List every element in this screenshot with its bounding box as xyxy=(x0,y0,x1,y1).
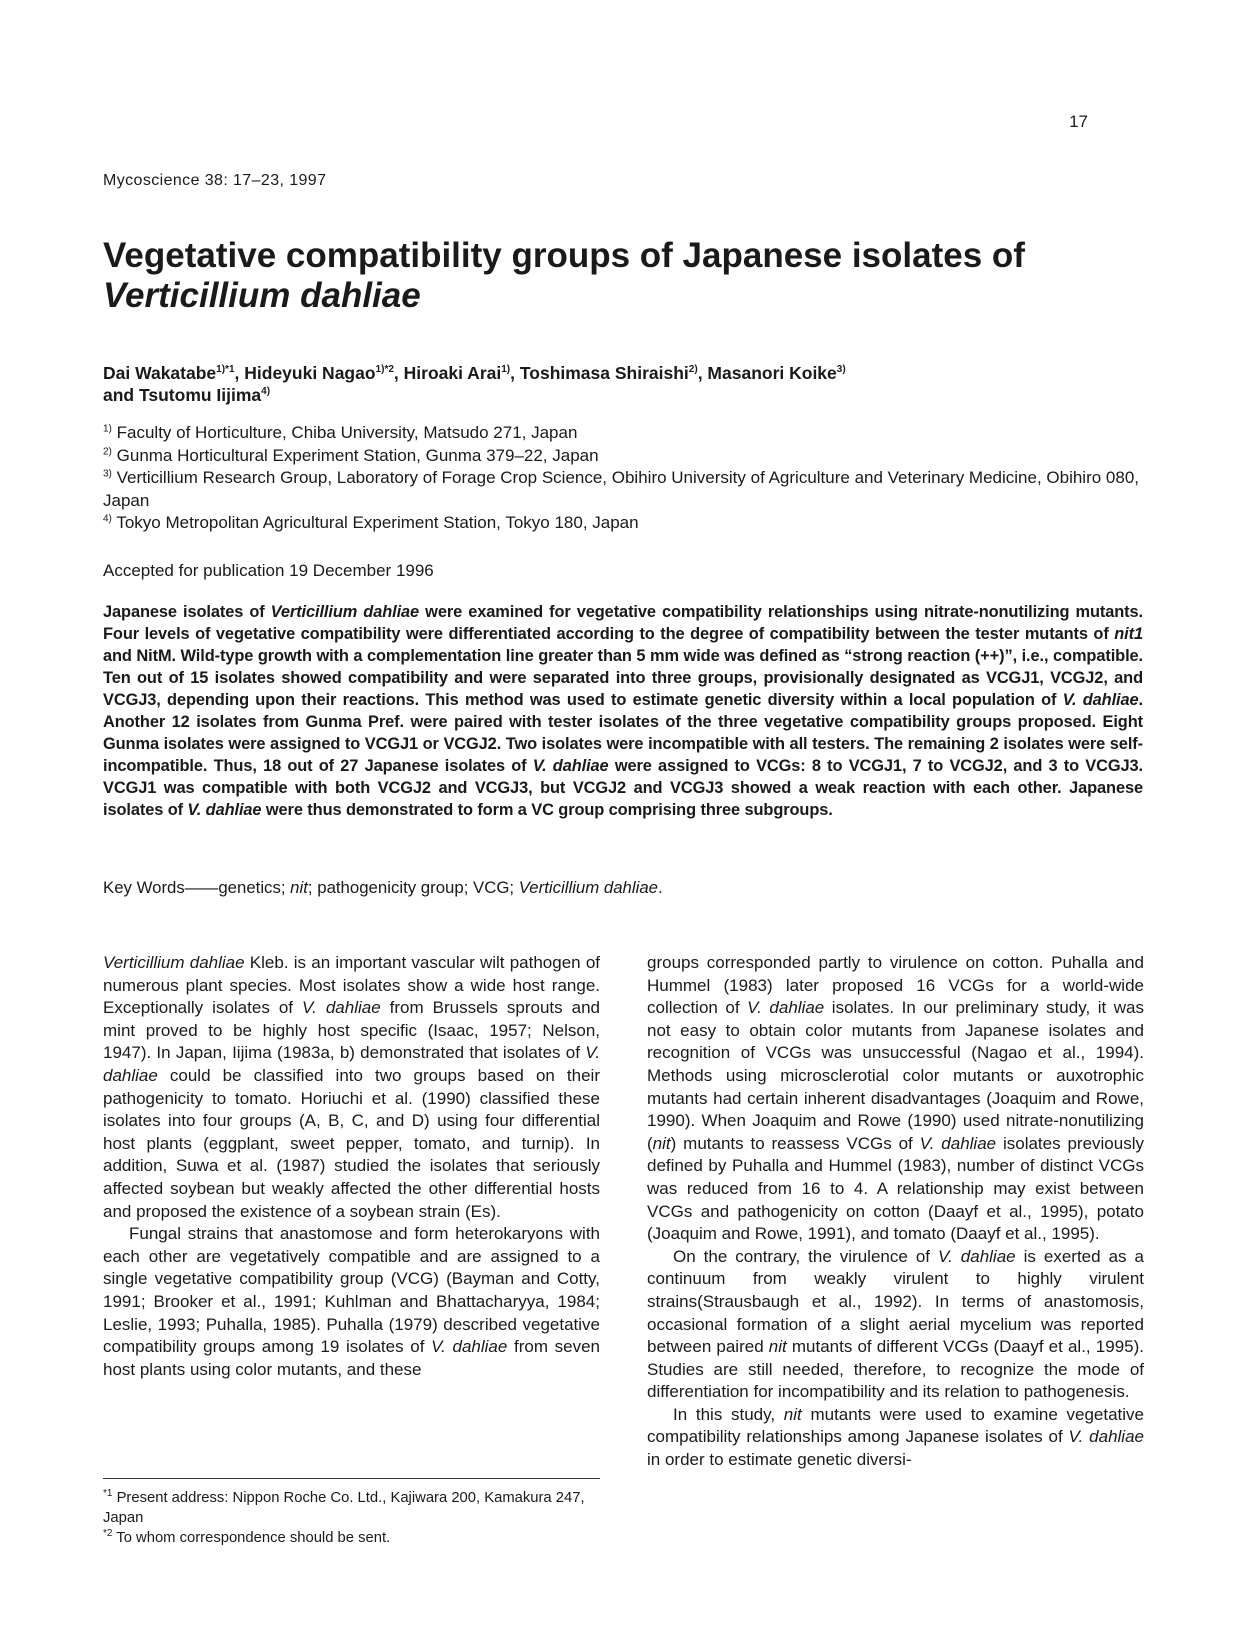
abstract-species: V. dahliae xyxy=(532,757,609,775)
gene-name: nit xyxy=(768,1337,787,1357)
affiliation-text: Faculty of Horticulture, Chiba University, Matsudo 271, Japan xyxy=(116,423,578,442)
species-name: V. dahliae xyxy=(431,1337,508,1357)
author-mark: 4) xyxy=(261,386,271,398)
body-text: mutants of different VCGs (Daayf et al., 1995). Studies are still needed, therefore, to recognize the mode of differentiation for incompatibility and its relation to pathogenesis. xyxy=(647,1337,1144,1402)
footnote xyxy=(103,1488,600,1528)
author-name: Masanori Koike xyxy=(707,363,837,383)
species-name: V. dahliae xyxy=(938,1246,1016,1266)
keyword-text: genetics; xyxy=(218,878,291,897)
abstract xyxy=(103,601,1143,821)
keyword-text: nit xyxy=(290,878,308,897)
affiliation-mark: 2) xyxy=(103,445,112,457)
journal-reference: Mycoscience 38: 17–23, 1997 xyxy=(103,172,327,189)
affiliation xyxy=(103,512,1143,535)
body-text: Kleb. is an important vascular wilt pathogen of numerous plant species. Most isolates show a wide host range. Exceptionally isolates of xyxy=(103,953,600,1018)
author-separator: , xyxy=(510,363,520,383)
affiliation-text: Verticillium Research Group, Laboratory of Forage Crop Science, Obihiro University of Agriculture and Veterinary Medicine, Obihiro 080, Japan xyxy=(103,468,1140,510)
footnote-mark: *1 xyxy=(103,1488,113,1500)
key-words xyxy=(103,878,663,898)
author-separator: , xyxy=(697,363,708,383)
affiliation xyxy=(103,422,1143,445)
abstract-species: Verticillium dahliae xyxy=(270,603,420,621)
body-paragraph xyxy=(103,952,600,1223)
footnote-mark: *2 xyxy=(103,1528,113,1540)
abstract-text: and NitM. Wild-type growth with a complementation line greater than 5 mm wide was defined as “strong reaction (++)”, i.e., compatible. Ten out of 15 isolates showed compatibility and were separated into three groups, provisionally designated as VCGJ1, VCGJ2, and VCGJ3, depending upon their reactions. This method was used to estimate genetic diversity within a local population of xyxy=(103,647,1143,709)
author-list xyxy=(103,362,1143,406)
author-mark: 1)*1 xyxy=(216,364,235,376)
abstract-text: Japanese isolates of xyxy=(103,603,271,621)
body-paragraph xyxy=(647,1404,1144,1472)
key-words-label: Key Words—— xyxy=(103,878,219,897)
abstract-species: V. dahliae xyxy=(187,801,262,819)
abstract-text: were thus demonstrated to form a VC group comprising three subgroups. xyxy=(261,801,833,819)
abstract-gene: nit1 xyxy=(1114,625,1143,643)
abstract-text: . Another 12 isolates from Gunma Pref. were paired with tester isolates of the three vegetative compatibility groups proposed. Eight Gunma isolates were assigned to VCGJ1 or VCGJ2. Two isolates were incompatible with all testers. The remaining 2 isolates were self-incompatible. Thus, 18 out of 27 Japanese isolates of xyxy=(103,691,1143,775)
affiliation-list xyxy=(103,422,1143,535)
body-text: Fungal strains that anastomose and form heterokaryons with each other are vegetatively compatible and are assigned to a single vegetative compatibility group (VCG) (Bayman and Cotty, 1991; Brooker et al., 1991; Kuhlman and Bhattacharyya, 1984; Leslie, 1993; Puhalla, 1985). Puhalla (1979) described vegetative compatibility groups among 19 isolates of xyxy=(103,1224,600,1357)
body-text: in order to estimate genetic diversi- xyxy=(647,1450,912,1470)
body-text: from seven host plants using color mutants, and these xyxy=(103,1337,601,1379)
abstract-text: were assigned to VCGs: 8 to VCGJ1, 7 to VCGJ2, and 3 to VCGJ3. VCGJ1 was compatible with both VCGJ2 and VCGJ3, but VCGJ2 and VCGJ3 showed a weak reaction with each other. Japanese isolates of xyxy=(103,757,1143,819)
body-text: ) mutants to reassess VCGs of xyxy=(670,1133,920,1153)
species-name: V. dahliae xyxy=(919,1133,997,1153)
author-mark: 3) xyxy=(836,364,846,376)
author-name: Hideyuki Nagao xyxy=(244,363,376,383)
abstract-species: V. dahliae xyxy=(1062,691,1139,709)
affiliation-mark: 3) xyxy=(103,468,112,480)
species-name: Verticillium dahliae xyxy=(103,953,245,972)
title-line-2: Verticillium dahliae xyxy=(103,276,421,315)
author-separator: , xyxy=(393,363,404,383)
author-name: Toshimasa Shiraishi xyxy=(519,363,689,383)
species-name: V. dahliae xyxy=(103,1043,600,1085)
author-conjunction: and xyxy=(103,385,139,405)
body-column-left xyxy=(103,952,600,1381)
body-text: isolates previously defined by Puhalla and Hummel (1983), number of distinct VCGs was reduced from 16 to 4. A relationship may exist between VCGs and pathogenicity on cotton (Daayf et al., 1995), potato (Joaquim and Rowe, 1991), and tomato (Daayf et al., 1995). xyxy=(647,1133,1144,1244)
body-paragraph xyxy=(647,952,1144,1246)
acceptance-date: Accepted for publication 19 December 1996 xyxy=(103,561,434,580)
affiliation-mark: 4) xyxy=(103,513,112,525)
affiliation-text: Gunma Horticultural Experiment Station, Gunma 379–22, Japan xyxy=(116,445,599,465)
footnote-divider xyxy=(103,1478,600,1479)
gene-name: nit xyxy=(783,1404,802,1424)
footnote-text: Present address: Nippon Roche Co. Ltd., Kajiwara 200, Kamakura 247, Japan xyxy=(103,1490,585,1526)
body-text: In this study, xyxy=(673,1404,784,1424)
author-name: Dai Wakatabe xyxy=(103,363,217,383)
footnotes xyxy=(103,1488,600,1548)
species-name: V. dahliae xyxy=(747,998,825,1018)
body-text: On the contrary, the virulence of xyxy=(673,1246,938,1266)
abstract-text: were examined for vegetative compatibility relationships using nitrate-nonutilizing mutants. Four levels of vegetative compatibility were differentiated according to the degree of compatibility between the tester mutants of xyxy=(103,603,1144,643)
keyword-text: Verticillium dahliae xyxy=(518,878,659,897)
title-line-1: Vegetative compatibility groups of Japanese isolates of xyxy=(103,236,1025,275)
body-text: mutants were used to examine vegetative compatibility relationships among Japanese isolates of xyxy=(647,1404,1144,1447)
species-name: V. dahliae xyxy=(302,998,381,1018)
page-number: 17 xyxy=(1069,112,1088,131)
keyword-text: . xyxy=(658,878,663,897)
body-column-right xyxy=(647,952,1144,1472)
footnote xyxy=(103,1528,600,1548)
body-text: groups corresponded partly to virulence on cotton. Puhalla and Hummel (1983) later proposed 16 VCGs for a world-wide collection of xyxy=(647,953,1144,1018)
affiliation-text: Tokyo Metropolitan Agricultural Experiment Station, Tokyo 180, Japan xyxy=(116,513,639,533)
body-text: is exerted as a continuum from weakly virulent to highly virulent strains(Strausbaugh et al., 1992). In terms of anastomosis, occasional formation of a slight aerial mycelium was reported between paired xyxy=(647,1246,1144,1357)
author-mark: 2) xyxy=(688,364,698,376)
gene-name: nit xyxy=(652,1133,671,1153)
body-text: isolates. In our preliminary study, it was not easy to obtain color mutants from Japanese isolates and recognition of VCGs was unsuccessful (Nagao et al., 1994). Methods using microsclerotial color mutants or auxotrophic mutants had certain inherent disadvantages (Joaquim and Rowe, 1990). When Joaquim and Rowe (1990) used nitrate-nonutilizing ( xyxy=(647,998,1144,1153)
footnote-text: To whom correspondence should be sent. xyxy=(112,1530,391,1546)
body-text: could be classified into two groups based on their pathogenicity to tomato. Horiuchi et al. (1990) classified these isolates into four groups (A, B, C, and D) using four differential host plants (eggplant, sweet pepper, tomato, and turnip). In addition, Suwa et al. (1987) studied the isolates that seriously affected soybean but weakly affected the other differential hosts and proposed the existence of a soybean strain (Es). xyxy=(103,1065,600,1221)
keyword-text: ; pathogenicity group; VCG; xyxy=(307,878,519,897)
affiliation xyxy=(103,467,1143,512)
affiliation xyxy=(103,445,1143,468)
species-name: V. dahliae xyxy=(1068,1427,1144,1447)
author-name: Hiroaki Arai xyxy=(403,363,502,383)
author-name: Tsutomu Iijima xyxy=(138,385,262,405)
article-title xyxy=(103,236,1143,316)
author-mark: 1) xyxy=(501,364,511,376)
body-paragraph xyxy=(103,1223,600,1381)
author-separator: , xyxy=(234,363,245,383)
body-text: from Brussels sprouts and mint proved to be highly host specific (Isaac, 1957; Nelson, 1947). In Japan, Iijima (1983a, b) demonstrated that isolates of xyxy=(103,998,600,1063)
body-paragraph xyxy=(647,1246,1144,1404)
affiliation-mark: 1) xyxy=(103,423,112,435)
author-mark: 1)*2 xyxy=(375,364,394,376)
